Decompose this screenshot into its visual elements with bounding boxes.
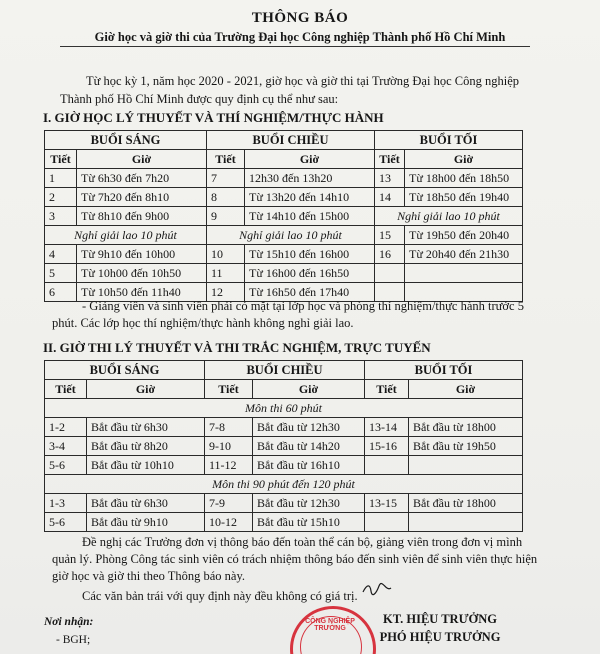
table-header-row <box>45 380 523 399</box>
table-group-row <box>45 131 523 150</box>
cell-gio: Bắt đầu từ 18h00 <box>409 418 523 437</box>
col-tiet: Tiết <box>375 150 405 169</box>
cell-tiet: 8 <box>207 188 245 207</box>
cell-gio: Từ 16h00 đến 16h50 <box>245 264 375 283</box>
closing-paragraph: Đề nghị các Trưởng đơn vị thông báo đến toàn thể cán bộ, giảng viên trong đơn vị mình quản lý. Phòng Công tác sinh viên có trách nhiệm thông báo đến sinh viên để sinh viên thực hiện giờ học và giờ thi theo Thông báo này. <box>52 535 538 583</box>
cell-tiet: 6 <box>45 283 77 302</box>
break-morning: Nghỉ giải lao 10 phút <box>45 226 207 245</box>
cell-gio: Từ 8h10 đến 9h00 <box>77 207 207 226</box>
duration-90: Môn thi 90 phút đến 120 phút <box>45 475 523 494</box>
table-row <box>45 207 523 226</box>
signature-subtitle: PHÓ HIỆU TRƯỞNG <box>379 630 501 644</box>
class-schedule-table <box>44 130 523 302</box>
table-row <box>45 264 523 283</box>
cell-gio <box>409 513 523 532</box>
table-row <box>45 437 523 456</box>
cell-tiet <box>365 456 409 475</box>
cell-tiet: 12 <box>207 283 245 302</box>
cell-gio: Từ 15h10 đến 16h00 <box>245 245 375 264</box>
cell-tiet: 7-9 <box>205 494 253 513</box>
col-gio: Giờ <box>253 380 365 399</box>
group-evening: BUỔI TỐI <box>375 131 523 150</box>
cell-tiet: 10 <box>207 245 245 264</box>
cell-empty <box>405 264 523 283</box>
cell-tiet: 15-16 <box>365 437 409 456</box>
cell-tiet: 13-15 <box>365 494 409 513</box>
cell-tiet: 5-6 <box>45 456 87 475</box>
cell-gio: Bắt đầu từ 12h30 <box>253 418 365 437</box>
seal-text-bottom: TRƯỜNG <box>314 625 346 632</box>
table-header-row <box>45 150 523 169</box>
cell-gio: Bắt đầu từ 19h50 <box>409 437 523 456</box>
cell-tiet: 5-6 <box>45 513 87 532</box>
document-subtitle: Giờ học và giờ thi của Trường Đại học Công nghiệp Thành phố Hồ Chí Minh <box>94 30 506 44</box>
cell-tiet: 11-12 <box>205 456 253 475</box>
table-row <box>45 188 523 207</box>
cell-tiet: 4 <box>45 245 77 264</box>
subtitle-underline <box>60 46 530 47</box>
intro-paragraph: Từ học kỳ 1, năm học 2020 - 2021, giờ học và giờ thi tại Trường Đại học Công nghiệp Thành phố Hồ Chí Minh được quy định cụ thể như sau: <box>60 74 519 106</box>
duration-row <box>45 475 523 494</box>
validity-paragraph: Các văn bản trái với quy định này đều không có giá trị. <box>82 589 358 603</box>
signature-scribble <box>362 582 392 596</box>
group-afternoon: BUỔI CHIỀU <box>207 131 375 150</box>
group-morning: BUỔI SÁNG <box>45 131 207 150</box>
cell-gio: Từ 10h00 đến 10h50 <box>77 264 207 283</box>
col-gio: Giờ <box>245 150 375 169</box>
cell-tiet: 7 <box>207 169 245 188</box>
col-tiet: Tiết <box>205 380 253 399</box>
cell-gio: Bắt đầu từ 10h10 <box>87 456 205 475</box>
col-tiet: Tiết <box>45 150 77 169</box>
recipients-label: Nơi nhận: <box>44 616 94 628</box>
cell-gio: Bắt đầu từ 8h20 <box>87 437 205 456</box>
col-tiet: Tiết <box>45 380 87 399</box>
col-gio: Giờ <box>405 150 523 169</box>
break-afternoon: Nghỉ giải lao 10 phút <box>207 226 375 245</box>
duration-row <box>45 399 523 418</box>
cell-tiet: 1-3 <box>45 494 87 513</box>
cell-gio: Bắt đầu từ 12h30 <box>253 494 365 513</box>
cell-empty <box>375 264 405 283</box>
group-morning: BUỔI SÁNG <box>45 361 205 380</box>
group-afternoon: BUỔI CHIỀU <box>205 361 365 380</box>
table-row <box>45 169 523 188</box>
duration-60: Môn thi 60 phút <box>45 399 523 418</box>
cell-gio: Bắt đầu từ 6h30 <box>87 494 205 513</box>
exam-schedule-table <box>44 360 523 532</box>
cell-gio: 12h30 đến 13h20 <box>245 169 375 188</box>
cell-gio: Bắt đầu từ 15h10 <box>253 513 365 532</box>
cell-tiet: 7-8 <box>205 418 253 437</box>
cell-gio: Từ 6h30 đến 7h20 <box>77 169 207 188</box>
cell-tiet: 1-2 <box>45 418 87 437</box>
col-gio: Giờ <box>409 380 523 399</box>
cell-gio: Bắt đầu từ 6h30 <box>87 418 205 437</box>
table-row <box>45 494 523 513</box>
cell-tiet: 14 <box>375 188 405 207</box>
cell-gio: Từ 7h20 đến 8h10 <box>77 188 207 207</box>
cell-gio: Bắt đầu từ 14h20 <box>253 437 365 456</box>
cell-gio: Từ 18h00 đến 18h50 <box>405 169 523 188</box>
section1-note: - Giảng viên và sinh viên phải có mặt tại lớp học và phòng thí nghiệm/thực hành trước 5 phút. Các lớp học thí nghiệm/thực hành không nghỉ giải lao. <box>52 299 524 330</box>
break-evening: Nghỉ giải lao 10 phút <box>375 207 523 226</box>
cell-tiet: 2 <box>45 188 77 207</box>
table-row <box>45 226 523 245</box>
cell-gio: Từ 19h50 đến 20h40 <box>405 226 523 245</box>
cell-tiet: 15 <box>375 226 405 245</box>
cell-tiet: 3 <box>45 207 77 226</box>
document-title: THÔNG BÁO <box>251 10 349 26</box>
cell-gio: Từ 10h50 đến 11h40 <box>77 283 207 302</box>
col-tiet: Tiết <box>207 150 245 169</box>
cell-gio: Từ 20h40 đến 21h30 <box>405 245 523 264</box>
cell-tiet: 13 <box>375 169 405 188</box>
cell-tiet: 16 <box>375 245 405 264</box>
table-row <box>45 418 523 437</box>
table-row <box>45 456 523 475</box>
col-tiet: Tiết <box>365 380 409 399</box>
signature-title: KT. HIỆU TRƯỞNG <box>382 612 498 626</box>
table-group-row <box>45 361 523 380</box>
cell-gio: Từ 18h50 đến 19h40 <box>405 188 523 207</box>
section1-heading: I. GIỜ HỌC LÝ THUYẾT VÀ THÍ NGHIỆM/THỰC HÀNH <box>43 110 384 125</box>
cell-tiet <box>365 513 409 532</box>
cell-gio: Bắt đầu từ 18h00 <box>409 494 523 513</box>
cell-tiet: 9-10 <box>205 437 253 456</box>
col-gio: Giờ <box>77 150 207 169</box>
col-gio: Giờ <box>87 380 205 399</box>
cell-gio: Bắt đầu từ 16h10 <box>253 456 365 475</box>
recipient-item: - BGH; <box>56 634 91 646</box>
cell-gio: Bắt đầu từ 9h10 <box>87 513 205 532</box>
seal-text-top: CÔNG NGHIỆP <box>305 618 355 625</box>
table-row <box>45 245 523 264</box>
cell-gio: Từ 16h50 đến 17h40 <box>245 283 375 302</box>
cell-tiet: 5 <box>45 264 77 283</box>
group-evening: BUỔI TỐI <box>365 361 523 380</box>
cell-gio: Từ 13h20 đến 14h10 <box>245 188 375 207</box>
cell-tiet: 10-12 <box>205 513 253 532</box>
cell-tiet: 11 <box>207 264 245 283</box>
cell-gio: Từ 9h10 đến 10h00 <box>77 245 207 264</box>
cell-tiet: 13-14 <box>365 418 409 437</box>
cell-gio: Từ 14h10 đến 15h00 <box>245 207 375 226</box>
cell-tiet: 9 <box>207 207 245 226</box>
section2-heading: II. GIỜ THI LÝ THUYẾT VÀ THI TRẮC NGHIỆM, TRỰC TUYẾN <box>43 340 431 355</box>
cell-gio <box>409 456 523 475</box>
cell-tiet: 1 <box>45 169 77 188</box>
cell-tiet: 3-4 <box>45 437 87 456</box>
table-row <box>45 513 523 532</box>
